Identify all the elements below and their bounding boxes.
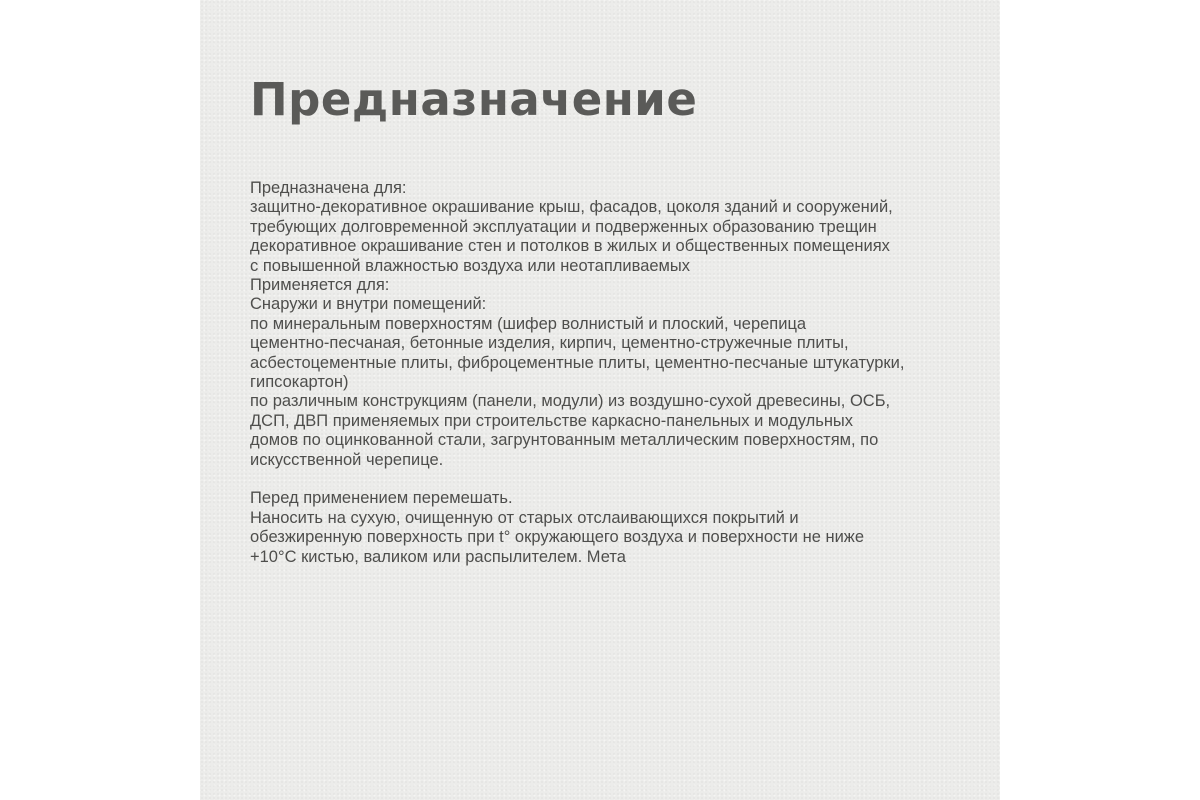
text-line: ДСП, ДВП применяемых при строительстве каркасно-панельных и модульных	[250, 411, 854, 430]
text-line: домов по оцинкованной стали, загрунтованным металлическим поверхностям, по	[250, 431, 879, 450]
blank-line	[250, 470, 990, 489]
text-line: по различным конструкциям (панели, модули) из воздушно-сухой древесины, ОСБ,	[250, 392, 891, 411]
text-line: обезжиренную поверхность при t° окружающего воздуха и поверхности не ниже	[250, 528, 865, 547]
text-line: защитно-декоративное окрашивание крыш, фасадов, цоколя зданий и сооружений,	[250, 198, 893, 217]
text-line: +10°С кистью, валиком или распылителем. Мета	[250, 547, 626, 566]
text-line: асбестоцементные плиты, фиброцементные плиты, цементно-песчаные штукатурки,	[250, 353, 905, 372]
text-line: гипсокартон)	[250, 373, 349, 392]
description-card	[200, 0, 1000, 800]
text-line: требующих долговременной эксплуатации и подверженных образованию трещин	[250, 217, 877, 236]
text-line: Предназначена для:	[250, 179, 407, 197]
text-line: Перед применением перемешать.	[250, 489, 513, 508]
text-line: Снаружи и внутри помещений:	[250, 295, 487, 314]
text-line: по минеральным поверхностям (шифер волнистый и плоский, черепица	[250, 314, 807, 333]
text-line: искусственной черепице.	[250, 450, 444, 469]
text-line: Применяется для:	[250, 276, 390, 295]
text-line: цементно-песчаная, бетонные изделия, кирпич, цементно-стружечные плиты,	[250, 334, 849, 353]
text-line: с повышенной влажностью воздуха или неотапливаемых	[250, 256, 691, 275]
description-text	[250, 179, 990, 567]
text-line: декоративное окрашивание стен и потолков в жилых и общественных помещениях	[250, 237, 890, 256]
text-line: Наносить на сухую, очищенную от старых отслаивающихся покрытий и	[250, 508, 799, 527]
page-title: Предназначение	[250, 73, 698, 126]
